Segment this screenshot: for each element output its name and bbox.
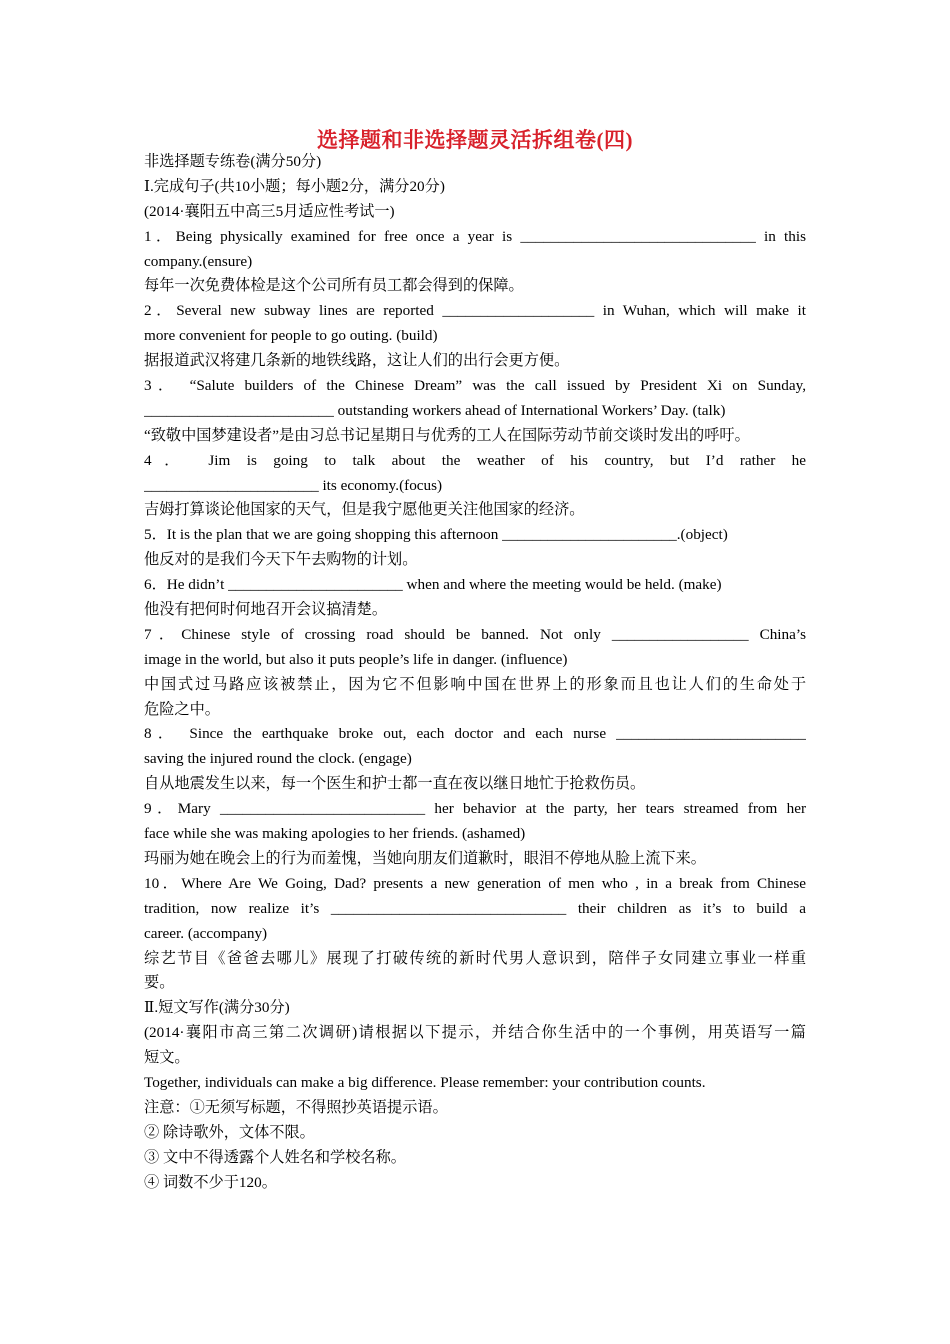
translation-line: 每年一次免费体检是这个公司所有员工都会得到的保障。 — [144, 277, 524, 295]
translation-line: 要。 — [144, 974, 175, 992]
writing-prompt: Together, individuals can make a big difference. Please remember: your contribution counts. — [144, 1073, 706, 1091]
page-title: 选择题和非选择题灵活拆组卷(四) — [317, 128, 633, 152]
note-item: ④ 词数不少于120。 — [144, 1173, 277, 1191]
question-line: 5．It is the plan that we are going shopping this afternoon _______________________.(object) — [144, 526, 728, 544]
question-line: face while she was making apologies to her friends. (ashamed) — [144, 825, 526, 843]
translation-line: 危险之中。 — [144, 700, 220, 718]
question-line: 4． Jim is going to talk about the weather of his country, but I’d rather he — [144, 451, 806, 469]
translation-line: “致敬中国梦建设者”是由习总书记星期日与优秀的工人在国际劳动节前交谈时发出的呼吁。 — [144, 426, 750, 444]
question-line: _________________________ outstanding workers ahead of International Workers’ Day. (talk) — [144, 401, 726, 419]
translation-line: 据报道武汉将建几条新的地铁线路，这让人们的出行会更方便。 — [144, 352, 570, 370]
question-line: more convenient for people to go outing. (build) — [144, 327, 438, 345]
question-line: company.(ensure) — [144, 252, 253, 270]
question-line: career. (accompany) — [144, 924, 268, 942]
translation-line: 玛丽为她在晚会上的行为而羞愧，当她向朋友们道歉时，眼泪不停地从脸上流下来。 — [144, 849, 706, 867]
section-heading: Ⅰ.完成句子(共10小题；每小题2分，满分20分) — [144, 177, 445, 195]
source-note: (2014·襄阳五中高三5月适应性考试一) — [144, 202, 395, 220]
question-line: tradition, now realize it’s _______________________________ their children as it’s to build a — [144, 899, 806, 917]
document-body — [144, 150, 806, 1195]
note-item: ② 除诗歌外，文体不限。 — [144, 1123, 315, 1141]
question-line: 6．He didn’t _______________________ when and where the meeting would be held. (make) — [144, 576, 722, 594]
question-line: image in the world, but also it puts people’s life in danger. (influence) — [144, 650, 568, 668]
question-line: 10．Where Are We Going, Dad? presents a new generation of men who , in a break from Chinese — [144, 874, 806, 892]
writing-instruction: 短文。 — [144, 1049, 190, 1067]
question-line: 3． “Salute builders of the Chinese Dream” was the call issued by President Xi on Sunday, — [144, 377, 806, 395]
question-line: _______________________ its economy.(focus) — [144, 476, 443, 494]
question-line: 2．Several new subway lines are reported ____________________ in Wuhan, which will make it — [144, 302, 806, 320]
translation-line: 吉姆打算谈论他国家的天气，但是我宁愿他更关注他国家的经济。 — [144, 501, 585, 519]
note-item: 注意：①无须写标题，不得照抄英语提示语。 — [144, 1098, 448, 1116]
translation-line: 中国式过马路应该被禁止，因为它不但影响中国在世界上的形象而且也让人们的生命处于 — [144, 675, 806, 693]
section-header: 非选择题专练卷(满分50分) — [144, 153, 322, 170]
question-line: 7．Chinese style of crossing road should be banned. Not only __________________ China’s — [144, 625, 806, 643]
translation-line: 他没有把何时何地召开会议搞清楚。 — [144, 601, 387, 619]
translation-line: 他反对的是我们今天下午去购物的计划。 — [144, 551, 418, 569]
translation-line: 自从地震发生以来，每一个医生和护士都一直在夜以继日地忙于抢救伤员。 — [144, 775, 646, 793]
writing-instruction: (2014·襄阳市高三第二次调研)请根据以下提示，并结合你生活中的一个事例，用英语写一篇 — [144, 1024, 806, 1042]
question-line: saving the injured round the clock. (engage) — [144, 750, 412, 768]
translation-line: 综艺节目《爸爸去哪儿》展现了打破传统的新时代男人意识到，陪伴子女同建立事业一样重 — [144, 949, 806, 967]
question-line: 1．Being physically examined for free once a year is _______________________________ in this — [144, 227, 806, 245]
question-line: 9．Mary ___________________________ her behavior at the party, her tears streamed from her — [144, 800, 806, 818]
note-item: ③ 文中不得透露个人姓名和学校名称。 — [144, 1148, 406, 1166]
question-line: 8． Since the earthquake broke out, each doctor and each nurse _________________________ — [144, 725, 806, 743]
section-heading: Ⅱ.短文写作(满分30分) — [144, 999, 290, 1017]
